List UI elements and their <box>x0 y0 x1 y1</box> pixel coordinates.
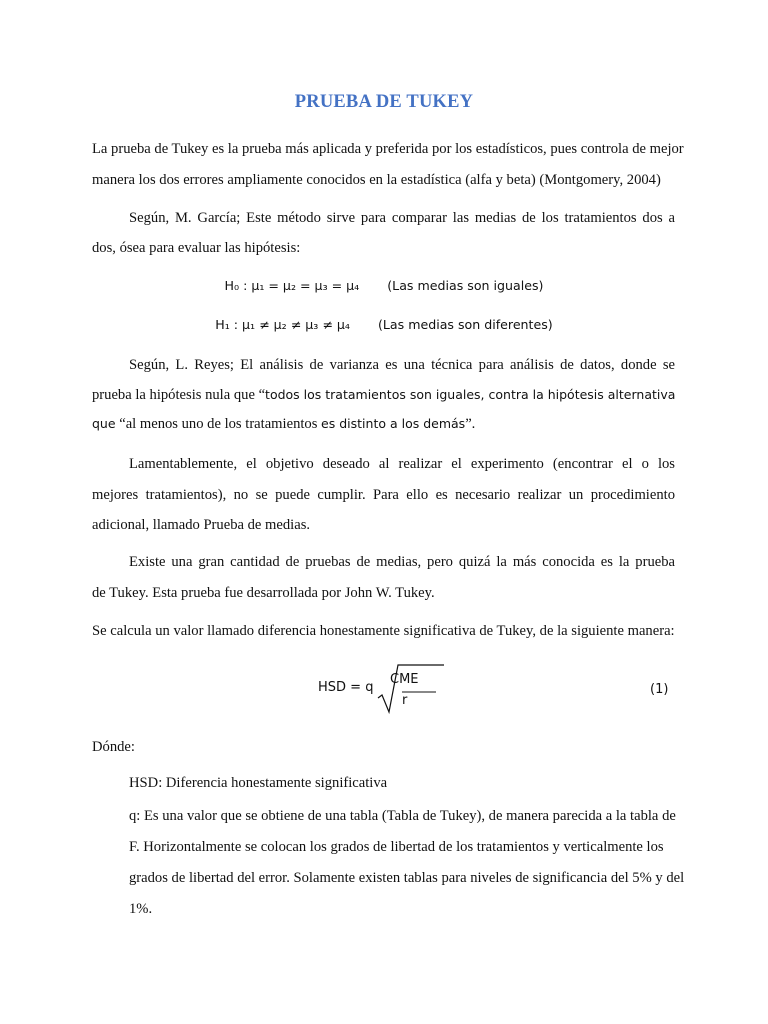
formula-numerator: CME <box>390 672 419 687</box>
text-line: Según, M. García; Este método sirve para comparar las medias de los tratamientos dos a <box>129 210 675 226</box>
text-segment: todos los tratamientos son iguales, contra la hipótesis alternativa <box>265 387 676 402</box>
text-line <box>92 414 675 434</box>
definition-q-line: grados de libertad del error. Solamente existen tablas para niveles de significancia del 5% y del <box>129 870 685 886</box>
hypothesis-alt-expression: H₁ : μ₁ ≠ μ₂ ≠ μ₃ ≠ μ₄ <box>215 317 350 332</box>
definition-q-line: q: Es una valor que se obtiene de una tabla (Tabla de Tukey), de manera parecida a la tabla de <box>129 808 676 824</box>
text-line: La prueba de Tukey es la prueba más aplicada y preferida por los estadísticos, pues controla de mejor <box>92 141 684 157</box>
text-line: Se calcula un valor llamado diferencia honestamente significativa de Tukey, de la siguiente manera: <box>92 623 675 639</box>
text-line: dos, ósea para evaluar las hipótesis: <box>92 240 301 256</box>
definition-q-line: F. Horizontalmente se colocan los grados de libertad de los tratamientos y verticalmente los <box>129 839 664 855</box>
formula-denominator: r <box>402 693 408 708</box>
text-line: Existe una gran cantidad de pruebas de medias, pero quizá la más conocida es la prueba <box>129 554 675 570</box>
text-segment: prueba la hipótesis nula que “ <box>92 387 266 403</box>
text-line: Lamentablemente, el objetivo deseado al realizar el experimento (encontrar el o los <box>129 456 675 472</box>
text-line: Según, L. Reyes; El análisis de varianza es una técnica para análisis de datos, donde se <box>129 357 675 373</box>
hypothesis-null <box>0 278 768 293</box>
text-line: adicional, llamado Prueba de medias. <box>92 517 311 533</box>
hsd-formula <box>318 660 448 720</box>
definition-q-line: 1%. <box>129 901 153 917</box>
equation-number: (1) <box>650 682 669 697</box>
page-title: PRUEBA DE TUKEY <box>294 92 474 112</box>
text-segment: ”. <box>465 416 476 432</box>
hypothesis-null-expression: H₀ : μ₁ = μ₂ = μ₃ = μ₄ <box>224 278 360 293</box>
definition-hsd: HSD: Diferencia honestamente significativa <box>129 775 388 791</box>
text-segment: es distinto a los demás <box>321 416 466 431</box>
text-line: manera los dos errores ampliamente conocidos en la estadística (alfa y beta) (Montgomery, 2004) <box>92 172 661 188</box>
hypothesis-null-note: (Las medias son iguales) <box>387 278 544 293</box>
text-line: mejores tratamientos), no se puede cumplir. Para ello es necesario realizar un procedimiento <box>92 487 675 503</box>
text-line <box>92 385 675 405</box>
text-segment: “al menos uno de los tratamientos <box>115 416 322 432</box>
hypothesis-alt-note: (Las medias son diferentes) <box>377 317 553 332</box>
square-root-symbol <box>376 662 446 718</box>
formula-lhs: HSD = q <box>318 680 374 695</box>
text-line: Dónde: <box>92 739 135 755</box>
text-segment: que <box>92 416 116 431</box>
hypothesis-alternative <box>0 317 768 332</box>
text-line: de Tukey. Esta prueba fue desarrollada por John W. Tukey. <box>92 585 435 601</box>
